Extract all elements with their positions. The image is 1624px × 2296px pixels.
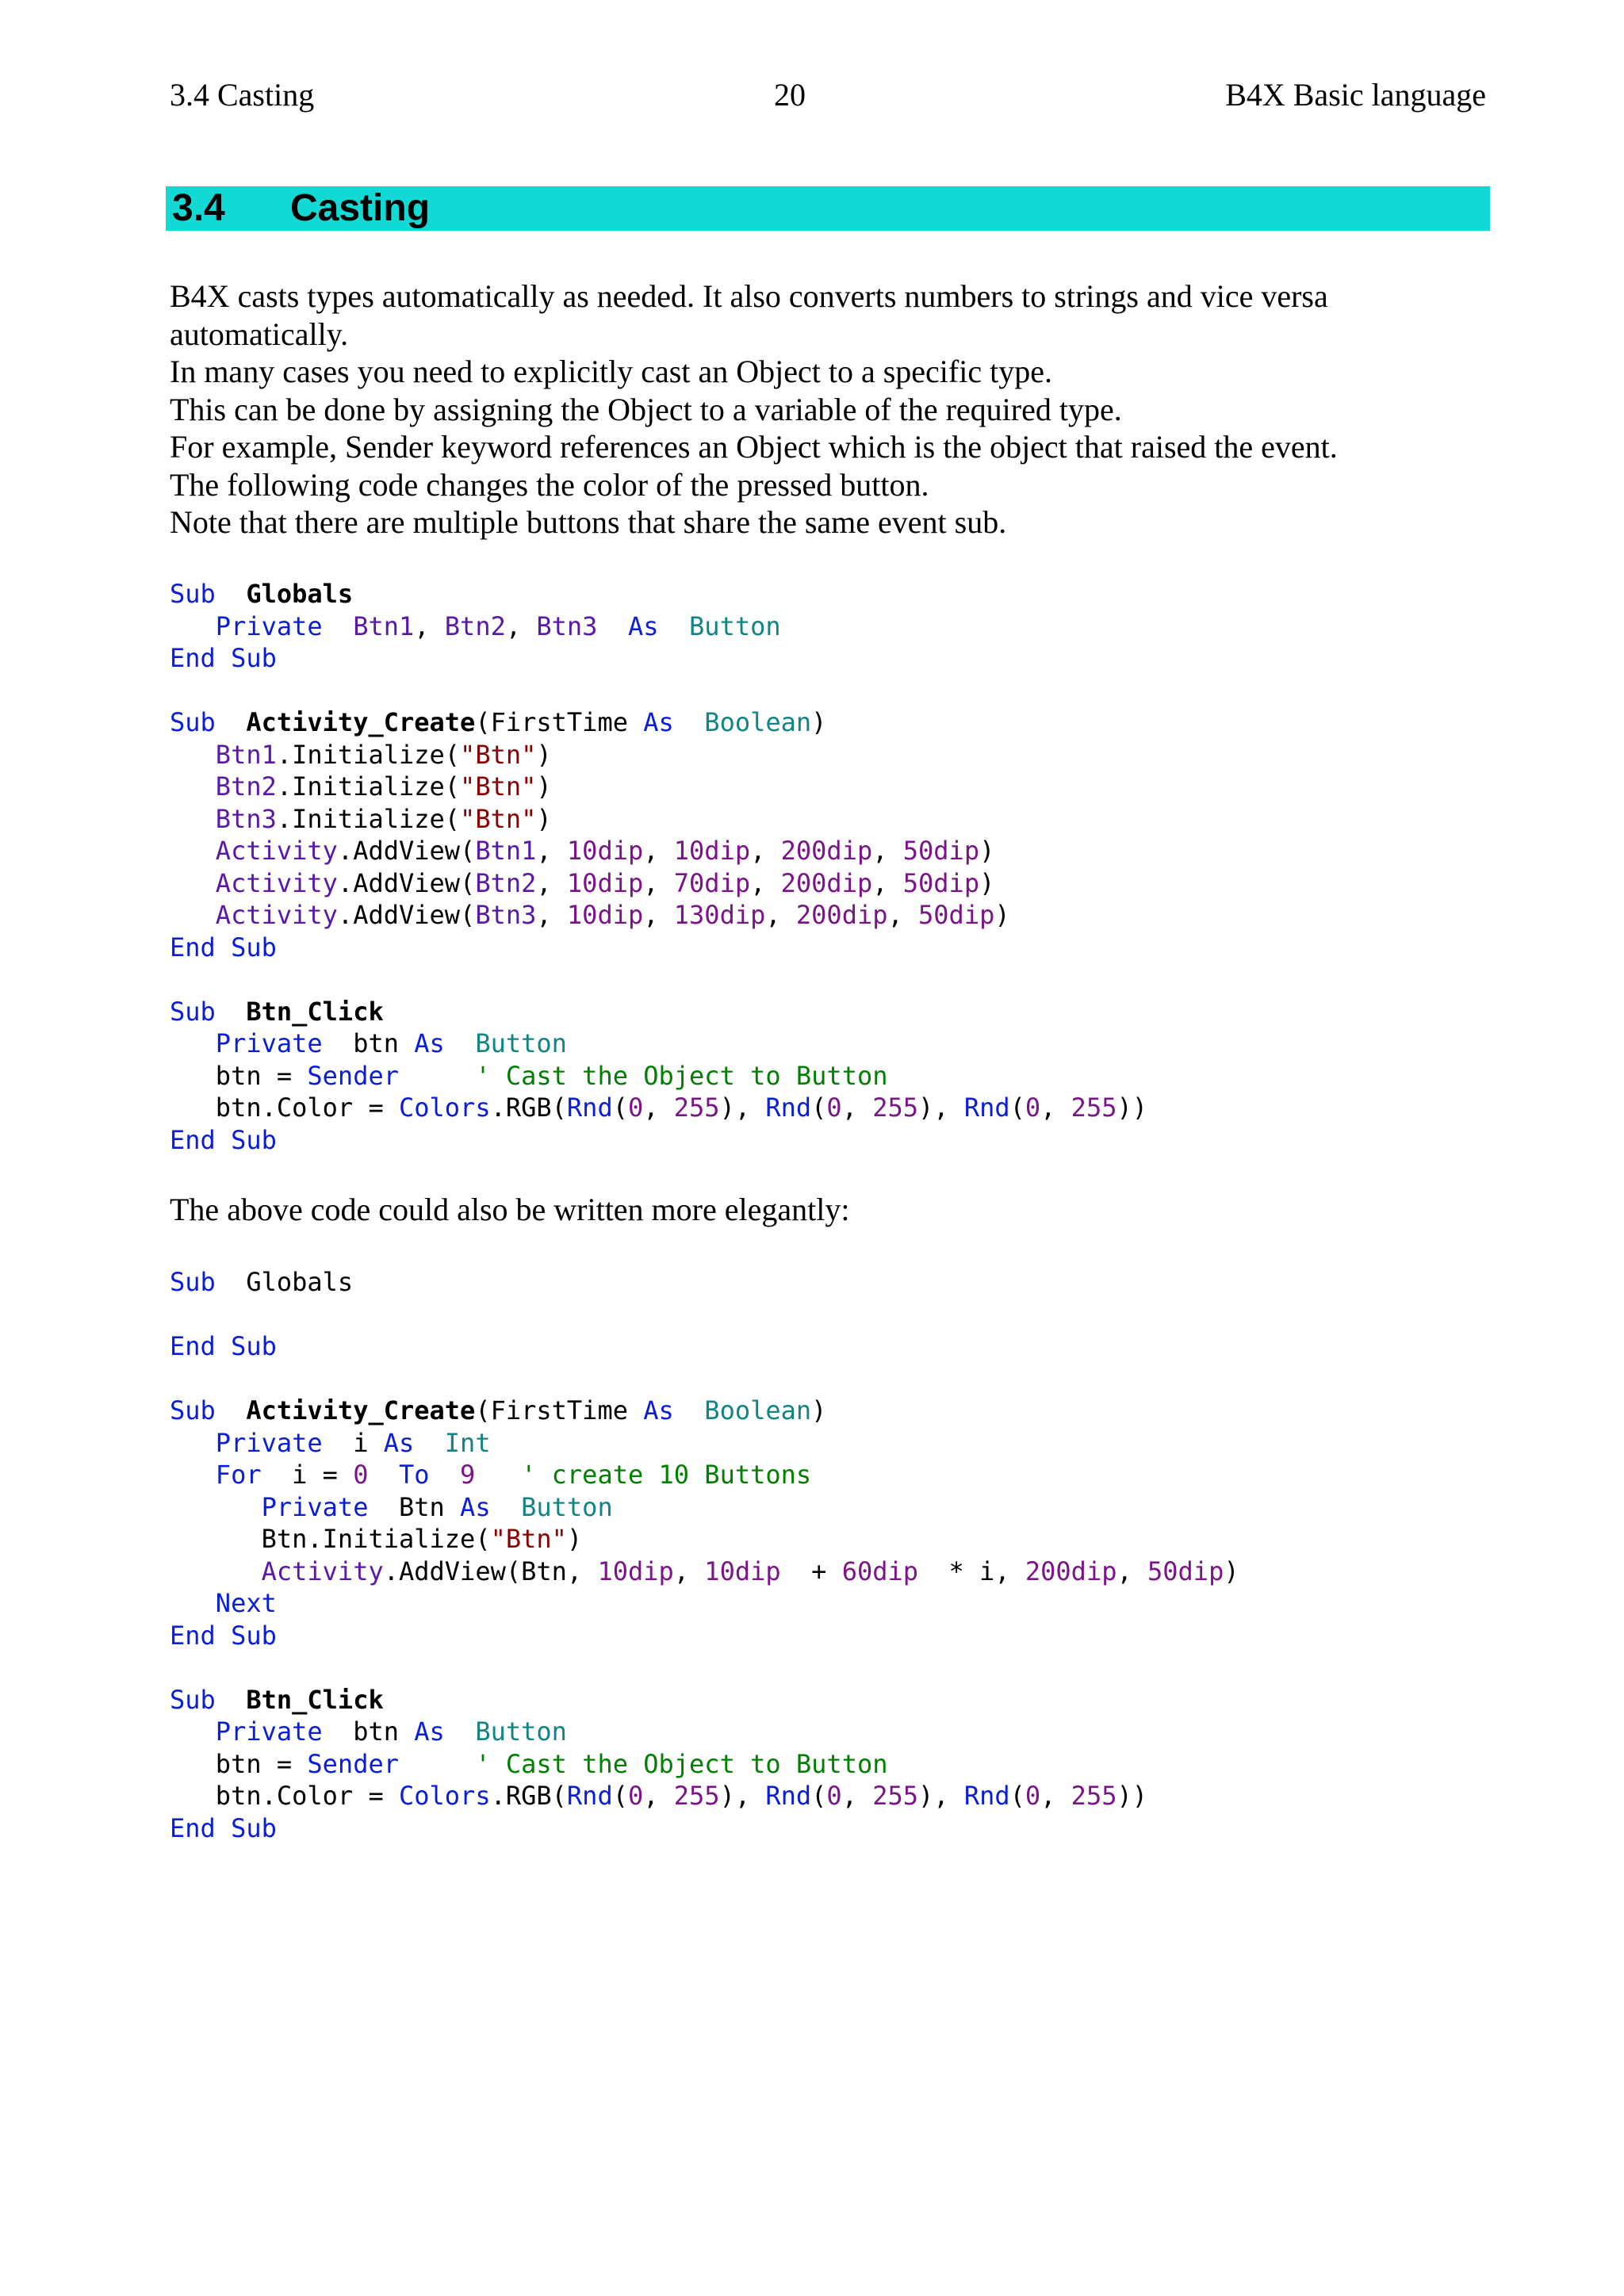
code-line	[170, 1330, 1486, 1363]
code-token	[170, 740, 216, 770]
code-line	[170, 1027, 1486, 1060]
code-token: Next	[215, 1588, 277, 1618]
code-token	[170, 1428, 216, 1458]
header-section-title: 3.4 Casting	[170, 77, 315, 113]
code-token: Btn3	[536, 610, 598, 641]
code-token: 255	[872, 1781, 919, 1811]
code-token: 50dip	[902, 836, 980, 866]
code-token: ,	[643, 1781, 674, 1811]
code-token: End Sub	[170, 1620, 277, 1651]
code-token: ' Cast the Object to Button	[475, 1748, 888, 1779]
code-token	[597, 611, 628, 641]
code-token: "Btn"	[460, 739, 537, 770]
code-token: "Btn"	[490, 1524, 567, 1554]
code-token: Colors	[398, 1781, 491, 1811]
code-token: Boolean	[704, 1395, 812, 1425]
code-token: Btn2	[475, 867, 537, 898]
code-token: Btn1	[215, 739, 277, 770]
code-token: 255	[673, 1781, 720, 1811]
code-token: ,	[643, 1093, 674, 1123]
code-token: Colors	[398, 1093, 491, 1123]
code-line	[170, 739, 1486, 771]
code-token: btn =	[170, 1748, 308, 1779]
code-token: .AddView(	[337, 836, 476, 866]
code-token: Activity	[215, 836, 338, 866]
code-token: )	[811, 707, 827, 737]
code-token: Int	[444, 1427, 491, 1458]
code-token: Btn	[368, 1491, 461, 1522]
code-token: ,	[536, 900, 567, 930]
code-token: Btn2	[444, 610, 506, 641]
code-token	[659, 611, 690, 641]
section-number: 3.4	[172, 187, 225, 229]
code-token: Btn3	[215, 803, 277, 834]
code-line	[170, 867, 1486, 900]
intro-line: The following code changes the color of the pressed button.	[170, 466, 929, 503]
code-token	[430, 1460, 461, 1490]
code-token: ,	[872, 867, 903, 898]
code-line	[170, 835, 1486, 867]
code-token: Private	[215, 610, 323, 641]
intro-line: In many cases you need to explicitly cast an Object to a specific type.	[170, 354, 1052, 389]
code-line	[170, 1363, 1486, 1395]
code-token: Sub	[170, 1267, 216, 1297]
code-token: Btn1	[353, 610, 415, 641]
code-token: (FirstTime	[475, 707, 644, 737]
code-token: 0	[627, 1093, 644, 1123]
code-token: )	[536, 771, 552, 802]
code-line	[170, 963, 1486, 996]
code-token	[323, 611, 354, 641]
code-token: 9	[460, 1460, 476, 1490]
code-token	[170, 1716, 216, 1747]
code-token: Private	[261, 1491, 369, 1522]
code-line	[170, 996, 1486, 1028]
code-token: (	[612, 1093, 628, 1123]
code-line	[170, 1620, 1486, 1652]
code-token: ,	[643, 900, 674, 930]
code-token: To	[398, 1460, 430, 1490]
code-line	[170, 1491, 1486, 1524]
code-line	[170, 1684, 1486, 1716]
code-token: ,	[1040, 1781, 1071, 1811]
code-token: ,	[872, 836, 903, 866]
code-token: Activity	[215, 900, 338, 930]
code-token: .Initialize(	[276, 771, 461, 802]
code-token	[170, 868, 216, 898]
code-token	[399, 1061, 475, 1091]
code-token: ,	[750, 836, 781, 866]
code-token: As	[643, 707, 674, 737]
code-token	[170, 771, 216, 802]
code-token: 255	[1071, 1093, 1117, 1123]
code-token: 10dip	[566, 867, 644, 898]
intro-paragraph	[170, 277, 1486, 541]
code-line	[170, 1556, 1486, 1588]
code-token: Button	[689, 610, 781, 641]
code-line	[170, 932, 1486, 964]
code-token: 0	[1025, 1781, 1041, 1811]
code-token: Rnd	[566, 1093, 613, 1123]
code-token: (	[1009, 1781, 1025, 1811]
code-line	[170, 1395, 1486, 1427]
code-token	[216, 579, 247, 609]
code-line	[170, 1124, 1486, 1157]
code-line	[170, 1427, 1486, 1460]
code-token: ,	[536, 836, 567, 866]
code-token: Globals	[215, 1267, 354, 1297]
code-token	[216, 997, 247, 1027]
code-token: Boolean	[704, 707, 812, 737]
code-token: 60dip	[841, 1556, 919, 1586]
code-token: Rnd	[566, 1781, 613, 1811]
code-token: Button	[475, 1028, 567, 1058]
code-token	[170, 611, 216, 641]
code-token: Button	[475, 1716, 567, 1747]
code-token: )	[811, 1395, 827, 1425]
code-line	[170, 1812, 1486, 1845]
code-token: Btn1	[475, 836, 537, 866]
code-token: 0	[627, 1781, 644, 1811]
code-token	[445, 1716, 476, 1747]
code-token: btn	[322, 1716, 415, 1747]
middle-paragraph	[170, 1191, 1486, 1229]
code-token	[170, 1028, 216, 1058]
code-token: ))	[1116, 1781, 1147, 1811]
code-token: 50dip	[918, 900, 995, 930]
code-line	[170, 675, 1486, 707]
code-token: 50dip	[1147, 1556, 1224, 1586]
code-token: ,	[887, 900, 919, 930]
code-token: ,	[505, 610, 537, 641]
code-token: Private	[215, 1716, 323, 1747]
code-token	[674, 1395, 705, 1425]
code-token: i	[322, 1427, 384, 1458]
code-token: +	[780, 1556, 842, 1586]
code-token: ,	[1116, 1556, 1147, 1586]
intro-line: This can be done by assigning the Object to a variable of the required type.	[170, 391, 1122, 427]
code-token: Private	[215, 1028, 323, 1058]
intro-line: For example, Sender keyword references an Object which is the object that raised the event.	[170, 429, 1338, 465]
code-token	[170, 1460, 216, 1490]
code-token: (	[811, 1781, 827, 1811]
code-token: ,	[841, 1781, 873, 1811]
code-token	[674, 707, 705, 737]
code-token	[368, 1460, 399, 1490]
code-token: As	[460, 1491, 491, 1522]
code-token: ,	[536, 867, 567, 898]
code-token: i =	[261, 1460, 354, 1490]
code-token: btn =	[170, 1060, 308, 1091]
code-token: (FirstTime	[475, 1395, 644, 1425]
code-token: 255	[872, 1093, 919, 1123]
code-block-1	[170, 578, 1486, 1156]
code-token: 130dip	[673, 900, 766, 930]
code-token: 0	[1025, 1093, 1041, 1123]
code-token: ,	[414, 610, 445, 641]
code-token: )	[979, 867, 995, 898]
code-token: .AddView(	[337, 867, 476, 898]
code-token: Sender	[307, 1060, 399, 1091]
code-token: Activity_Create	[246, 707, 476, 737]
code-token: ' create 10 Buttons	[521, 1460, 812, 1490]
code-token: btn.Color =	[170, 1093, 399, 1123]
code-token	[170, 836, 216, 866]
code-token	[445, 1028, 476, 1058]
code-token: Private	[215, 1427, 323, 1458]
code-line	[170, 610, 1486, 643]
code-token: )	[566, 1524, 583, 1554]
code-token: ),	[719, 1093, 766, 1123]
code-token: Btn_Click	[246, 1684, 384, 1715]
code-token: (	[612, 1781, 628, 1811]
code-line	[170, 1459, 1486, 1491]
page-header	[170, 76, 1486, 121]
code-token: 0	[826, 1093, 842, 1123]
code-token: Sender	[307, 1748, 399, 1779]
code-token: ,	[750, 867, 781, 898]
code-token: 200dip	[1025, 1556, 1117, 1586]
code-token	[491, 1492, 522, 1522]
section-heading	[166, 186, 1490, 231]
code-token: )	[994, 900, 1010, 930]
code-token: Rnd	[963, 1093, 1010, 1123]
code-token: 10dip	[566, 900, 644, 930]
code-token: Sub	[170, 1684, 216, 1715]
code-token: ,	[765, 900, 796, 930]
code-line	[170, 1748, 1486, 1781]
code-token: As	[414, 1028, 445, 1058]
code-block-2	[170, 1266, 1486, 1844]
code-token: As	[627, 610, 659, 641]
middle-text: The above code could also be written more elegantly:	[170, 1192, 850, 1227]
code-token: ,	[643, 867, 674, 898]
code-line	[170, 1716, 1486, 1748]
code-token	[170, 1556, 262, 1586]
code-token: Rnd	[765, 1781, 812, 1811]
code-token: End Sub	[170, 1331, 277, 1361]
code-line	[170, 642, 1486, 675]
code-token: btn.Color =	[170, 1781, 399, 1811]
code-token: Sub	[170, 579, 216, 609]
code-token: .Initialize(	[276, 739, 461, 770]
code-token: Rnd	[963, 1781, 1010, 1811]
code-token: "Btn"	[460, 771, 537, 802]
code-line	[170, 771, 1486, 803]
section-title: Casting	[290, 187, 431, 229]
code-token: Rnd	[765, 1093, 812, 1123]
code-token: 200dip	[795, 900, 888, 930]
code-token: End Sub	[170, 1812, 277, 1843]
intro-line: B4X casts types automatically as needed. It also converts numbers to strings and vice versa	[170, 278, 1328, 314]
code-token: 0	[826, 1781, 842, 1811]
code-token	[216, 707, 247, 737]
code-token: ),	[918, 1093, 964, 1123]
intro-line: Note that there are multiple buttons that share the same event sub.	[170, 504, 1007, 540]
code-token: For	[215, 1460, 262, 1490]
code-token: .RGB(	[490, 1781, 567, 1811]
code-token: ),	[719, 1781, 766, 1811]
code-token: Btn2	[215, 771, 277, 802]
code-line	[170, 1266, 1486, 1299]
code-token: Activity	[261, 1556, 384, 1586]
code-token: 70dip	[673, 867, 751, 898]
code-token: Button	[521, 1491, 613, 1522]
code-token: End Sub	[170, 932, 277, 962]
intro-line: automatically.	[170, 316, 349, 352]
code-token: As	[383, 1427, 415, 1458]
code-token: Globals	[246, 579, 354, 609]
code-token: Sub	[170, 1395, 216, 1425]
code-token: )	[536, 803, 552, 834]
code-token	[170, 900, 216, 930]
code-token: ),	[918, 1781, 964, 1811]
code-token: (	[811, 1093, 827, 1123]
header-book-title: B4X Basic language	[1225, 77, 1486, 113]
code-token	[170, 1492, 262, 1522]
code-token	[216, 1685, 247, 1715]
code-token: .AddView(Btn,	[383, 1556, 598, 1586]
code-line	[170, 1092, 1486, 1124]
code-token: .Initialize(	[276, 803, 461, 834]
code-line	[170, 1299, 1486, 1331]
code-token	[170, 1588, 216, 1618]
code-token: 255	[673, 1093, 720, 1123]
code-line	[170, 1060, 1486, 1093]
code-token: As	[414, 1716, 445, 1747]
code-token	[414, 1428, 445, 1458]
code-token: 255	[1071, 1781, 1117, 1811]
code-token: btn	[322, 1028, 415, 1058]
code-token: 0	[353, 1460, 369, 1490]
code-token	[216, 1395, 247, 1425]
code-token: )	[1224, 1556, 1239, 1586]
code-line	[170, 1587, 1486, 1620]
code-token: "Btn"	[460, 803, 537, 834]
code-token: .AddView(	[337, 900, 476, 930]
code-token: 50dip	[902, 867, 980, 898]
code-token: Sub	[170, 707, 216, 737]
code-token: ,	[1040, 1093, 1071, 1123]
code-token: ))	[1116, 1093, 1147, 1123]
code-token: Sub	[170, 996, 216, 1027]
code-token: * i,	[918, 1556, 1025, 1586]
code-line	[170, 899, 1486, 932]
code-token: Activity	[215, 867, 338, 898]
code-line	[170, 1651, 1486, 1684]
code-line	[170, 803, 1486, 836]
code-token: ,	[643, 836, 674, 866]
code-token: End Sub	[170, 1124, 277, 1155]
code-token: (	[1009, 1093, 1025, 1123]
code-token: Btn_Click	[246, 996, 384, 1027]
code-token	[399, 1749, 475, 1779]
code-line	[170, 1523, 1486, 1556]
code-token: 10dip	[704, 1556, 781, 1586]
code-token	[475, 1460, 521, 1490]
code-token: 10dip	[566, 836, 644, 866]
code-line	[170, 1780, 1486, 1812]
code-token: End Sub	[170, 643, 277, 673]
code-line	[170, 706, 1486, 739]
code-token: .RGB(	[490, 1093, 567, 1123]
code-token	[170, 804, 216, 834]
code-token: )	[536, 739, 552, 770]
code-token: Btn3	[475, 900, 537, 930]
header-page-number: 20	[774, 77, 806, 113]
code-token: As	[643, 1395, 674, 1425]
code-token: Activity_Create	[246, 1395, 476, 1425]
code-token: Btn.Initialize(	[170, 1524, 491, 1554]
code-line	[170, 578, 1486, 610]
code-token: 10dip	[597, 1556, 674, 1586]
code-token: ,	[673, 1556, 705, 1586]
code-token: ' Cast the Object to Button	[475, 1060, 888, 1091]
code-token: )	[979, 836, 995, 866]
code-token: ,	[841, 1093, 873, 1123]
code-token: 200dip	[780, 867, 873, 898]
code-token: 200dip	[780, 836, 873, 866]
code-token: 10dip	[673, 836, 751, 866]
